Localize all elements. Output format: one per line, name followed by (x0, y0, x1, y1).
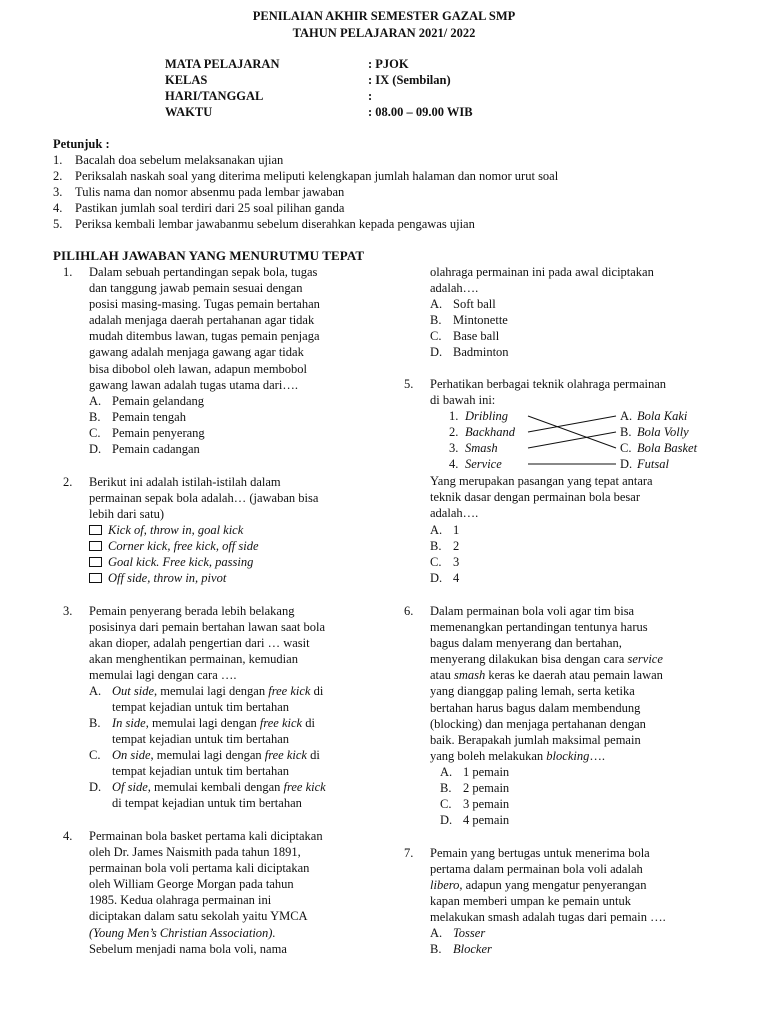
answer-option[interactable]: B. In side, memulai lagi dengan free kick di tempat kejadian untuk tim bertahan (89, 716, 315, 747)
answer-option[interactable]: A. Soft ball (430, 297, 496, 311)
question-number: 2. (63, 475, 73, 489)
instruction-item: 3. Tulis nama dan nomor absenmu pada lembar jawaban (53, 185, 345, 199)
checkbox[interactable] (89, 573, 102, 583)
question-number: 1. (63, 265, 73, 279)
info-value-time: : 08.00 – 09.00 WIB (368, 105, 473, 119)
answer-option[interactable]: B. Blocker (430, 942, 492, 956)
info-value-subject: : PJOK (368, 57, 409, 71)
question-number: 5. (404, 377, 414, 391)
match-right-item: D. Futsal (620, 457, 669, 471)
instructions-heading: Petunjuk : (53, 137, 110, 151)
info-label-time: WAKTU (165, 105, 213, 119)
checkbox[interactable] (89, 541, 102, 551)
instruction-item: 4. Pastikan jumlah soal terdiri dari 25 soal pilihan ganda (53, 201, 345, 215)
section-title: PILIHLAH JAWABAN YANG MENURUTMU TEPAT (53, 248, 365, 263)
answer-option[interactable]: C. 3 pemain (440, 797, 510, 811)
answer-option[interactable]: B. Mintonette (430, 313, 508, 327)
answer-option[interactable]: A. Pemain gelandang (89, 394, 204, 408)
question-6-text: Dalam permainan bola voli agar tim bisa memenangkan pertandingan tentunya harus bagus dalam menyerang dan bertahan, menyerang dilakukan bisa dengan cara service atau smash keras ke daerah atau pemain lawan yang dianggap paling lemah, serta ketika bertahan harus bagus dalam membendung (blocking) dan menjaga pertahanan dengan baik. Berapakah jumlah maksimal pemain yang boleh melakukan blocking…. (430, 604, 663, 763)
answer-option[interactable]: D. Pemain cadangan (89, 442, 200, 456)
question-number: 4. (63, 829, 73, 843)
exam-year: TAHUN PELAJARAN 2021/ 2022 (292, 26, 476, 40)
question-3-text: Pemain penyerang berada lebih belakang posisinya dari pemain bertahan lawan saat bola akan dioper, adalah pengertian dari … wasit akan menghentikan permainan, kemudian memulai lagi dengan cara …. (89, 604, 326, 683)
instruction-item: 5. Periksa kembali lembar jawabanmu sebelum diserahkan kepada pengawas ujian (53, 217, 475, 231)
question-5-prompt: Yang merupakan pasangan yang tepat antara teknik dasar dengan permainan bola besar adalah…. (430, 474, 653, 521)
match-right-item: B. Bola Volly (620, 425, 689, 439)
match-right-item: C. Bola Basket (620, 441, 698, 455)
checkbox[interactable] (89, 525, 102, 535)
question-4-continued: olahraga permainan ini pada awal diciptakan adalah…. (430, 265, 654, 296)
answer-option[interactable]: A. Out side, memulai lagi dengan free kick di tempat kejadian untuk tim bertahan (89, 684, 324, 715)
answer-option[interactable]: A. Tosser (430, 926, 486, 940)
match-right-item: A. Bola Kaki (620, 409, 688, 423)
matching-lines (520, 410, 620, 470)
answer-option[interactable]: C. On side, memulai lagi dengan free kick di tempat kejadian untuk tim bertahan (89, 748, 320, 779)
checkbox-option[interactable]: Goal kick. Free kick, passing (89, 554, 253, 570)
answer-option[interactable]: B. Pemain tengah (89, 410, 186, 424)
instruction-item: 2. Periksalah naskah soal yang diterima meliputi kelengkapan jumlah halaman dan nomor urut soal (53, 169, 559, 183)
answer-option[interactable]: B. 2 pemain (440, 781, 510, 795)
answer-option[interactable]: D. 4 (430, 571, 460, 585)
answer-option[interactable]: D. 4 pemain (440, 813, 510, 827)
answer-option[interactable]: D. Of side, memulai kembali dengan free kick di tempat kejadian untuk tim bertahan (89, 780, 326, 811)
question-number: 7. (404, 846, 414, 860)
match-left-item: 4. Service (449, 457, 502, 471)
match-left-item: 1. Dribling (449, 409, 509, 423)
match-left-item: 3. Smash (449, 441, 498, 455)
info-value-date: : (368, 89, 373, 103)
question-7-text: Pemain yang bertugas untuk menerima bola pertama dalam permainan bola voli adalah libero, adapun yang mengatur penyerangan kapan memberi umpan ke pemain untuk melakukan smash adalah tugas dari pemain …. (430, 846, 666, 925)
question-4-text: Permainan bola basket pertama kali diciptakan oleh Dr. James Naismith pada tahun 1891, permainan bola voli pertama kali diciptakan oleh William George Morgan pada tahun 1985. Kedua olahraga permainan ini diciptakan dalam satu sekolah yaitu YMCA (Young Men’s Christian Association). Sebelum menjadi nama bola voli, nama (89, 829, 323, 956)
answer-option[interactable]: C. Base ball (430, 329, 500, 343)
checkbox-option[interactable]: Corner kick, free kick, off side (89, 538, 259, 554)
question-number: 6. (404, 604, 414, 618)
info-label-subject: MATA PELAJARAN (165, 57, 280, 71)
answer-option[interactable]: A. 1 pemain (440, 765, 510, 779)
answer-option[interactable]: C. Pemain penyerang (89, 426, 205, 440)
info-label-date: HARI/TANGGAL (165, 89, 264, 103)
question-1-text: Dalam sebuah pertandingan sepak bola, tugas dan tanggung jawab pemain sesuai dengan posisi masing-masing. Tugas pemain bertahan adalah menjaga daerah pertahanan agar tidak mudah ditembus lawan, tugas pemain penjaga gawang adalah menjaga gawang agar tidak bisa dibobol oleh lawan, adapun membobol gawang lawan adalah tugas utama dari…. (89, 265, 320, 392)
checkbox-option[interactable]: Off side, throw in, pivot (89, 570, 226, 586)
checkbox[interactable] (89, 557, 102, 567)
question-number: 3. (63, 604, 73, 618)
answer-option[interactable]: B. 2 (430, 539, 460, 553)
checkbox-option[interactable]: Kick of, throw in, goal kick (89, 522, 243, 538)
answer-option[interactable]: A. 1 (430, 523, 460, 537)
match-line (528, 416, 616, 448)
question-5-text: Perhatikan berbagai teknik olahraga permainan di bawah ini: (430, 377, 667, 408)
answer-option[interactable]: D. Badminton (430, 345, 509, 359)
instruction-item: 1. Bacalah doa sebelum melaksanakan ujian (53, 153, 284, 167)
info-value-class: : IX (Sembilan) (368, 73, 451, 87)
info-label-class: KELAS (165, 73, 208, 87)
question-2-text: Berikut ini adalah istilah-istilah dalam permainan sepak bola adalah… (jawaban bisa lebih dari satu) (89, 475, 319, 522)
match-left-item: 2. Backhand (449, 425, 515, 439)
answer-option[interactable]: C. 3 (430, 555, 460, 569)
match-line (528, 416, 616, 432)
match-line (528, 432, 616, 448)
exam-title: PENILAIAN AKHIR SEMESTER GAZAL SMP (252, 9, 516, 23)
